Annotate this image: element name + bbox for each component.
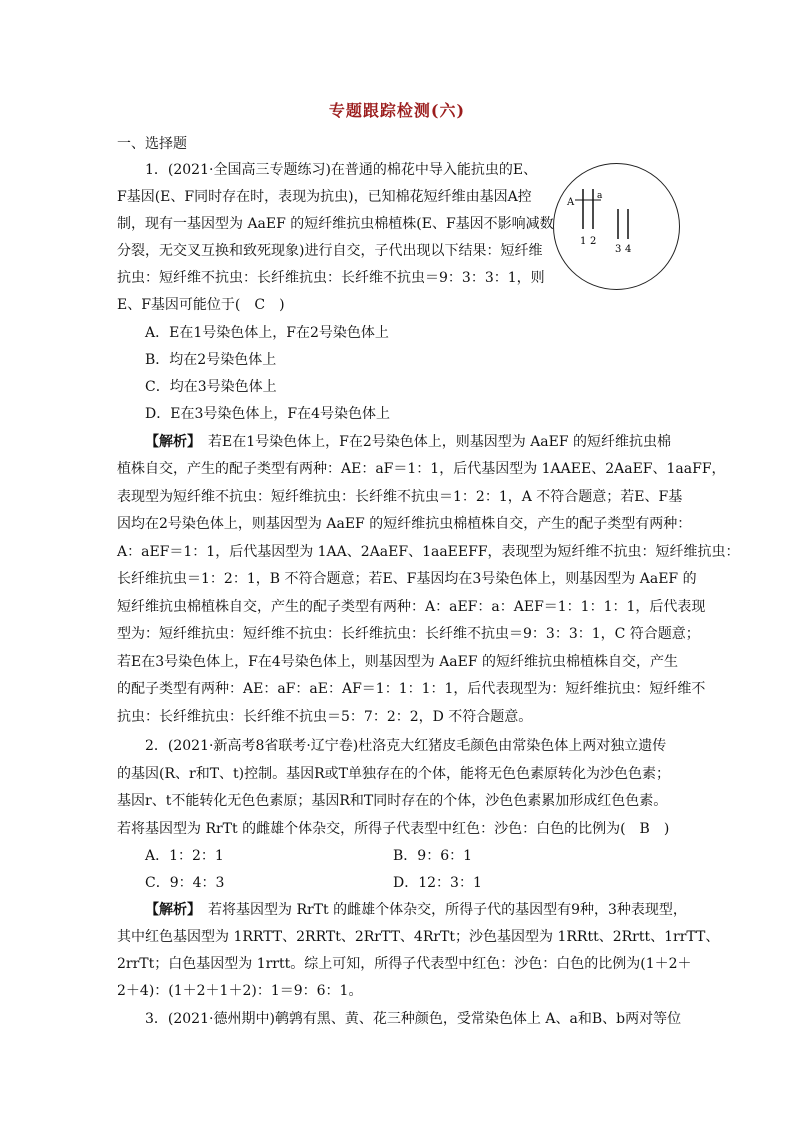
q1-line: 制，现有一基因型为 AaEF 的短纤维抗虫棉植株(E、F基因不影响减数 [117, 216, 554, 232]
q2-line: 2．(2021·新高考8省联考·辽宁卷)杜洛克大红猪皮毛颜色由常染色体上两对独立遗传 [145, 738, 667, 754]
q2-line: 的基因(R、r和T、t)控制。基因R或T单独存在的个体，能将无色色素原转化为沙色色素； [117, 766, 670, 782]
q1-line: E、F基因可能位于( C ) [117, 297, 285, 313]
allele-A-label: A [567, 197, 575, 208]
q1-analysis-line: 型为：短纤维抗虫：短纤维不抗虫：长纤维抗虫：长纤维不抗虫＝9：3：3：1，C 符合题意； [117, 626, 700, 642]
q2-analysis-line: 2＋4)：(1＋2＋1＋2)：1＝9：6：1。 [117, 983, 363, 999]
q3-line: 3．(2021·德州期中)鹌鹑有黑、黄、花三种颜色，受常染色体上 A、a和B、b两对等位 [145, 1011, 682, 1027]
q1-analysis-line: 植株自交，产生的配子类型有两种：AE：aF＝1：1，后代基因型为 1AAEE、2AaEF、1aaFF， [117, 461, 726, 477]
q2-option-b: B．9：6：1 [393, 848, 473, 864]
q1-option-a: A．E在1号染色体上，F在2号染色体上 [145, 325, 389, 341]
chromosome-number-1: 1 [580, 236, 587, 247]
q2-option-c: C．9：4：3 [145, 875, 225, 891]
chromosome-number-4: 4 [625, 244, 632, 255]
analysis-text: 若E在1号染色体上，F在2号染色体上，则基因型为 AaEF 的短纤维抗虫棉 [194, 434, 672, 450]
analysis-label: 【解析】 [145, 434, 194, 450]
q1-analysis-line: 抗虫：长纤维抗虫：长纤维不抗虫＝5：7：2：2，D 不符合题意。 [117, 709, 533, 725]
q1-option-d: D．E在3号染色体上，F在4号染色体上 [145, 406, 390, 422]
q1-analysis-line: 若E在3号染色体上，F在4号染色体上，则基因型为 AaEF 的短纤维抗虫棉植株自交，产生 [117, 654, 679, 670]
q1-option-c: C．均在3号染色体上 [145, 379, 277, 395]
analysis-text: 若将基因型为 RrTt 的雌雄个体杂交，所得子代的基因型有9种，3种表现型， [194, 902, 687, 918]
q1-analysis-line: 长纤维抗虫＝1：2：1，B 不符合题意；若E、F基因均在3号染色体上，则基因型为 AaEF 的 [117, 571, 697, 587]
q1-analysis-line: 表现型为短纤维不抗虫：短纤维抗虫：长纤维不抗虫＝1：2：1，A 不符合题意；若E、F基 [117, 489, 683, 505]
q2-option-a: A．1：2：1 [145, 848, 224, 864]
q2-option-d: D．12：3：1 [393, 875, 482, 891]
q1-line: 抗虫：短纤维不抗虫：长纤维抗虫：长纤维不抗虫＝9：3：3：1，则 [117, 270, 545, 286]
q1-analysis-line: 的配子类型有两种：AE：aF：aE：AF＝1：1：1：1，后代表现型为：短纤维抗虫：短纤维不 [117, 681, 706, 697]
q1-analysis-first-line [145, 432, 671, 452]
q1-option-b: B．均在2号染色体上 [145, 352, 277, 368]
q2-line: 基因r、t不能转化无色色素原；基因R和T同时存在的个体，沙色色素累加形成红色色素。 [117, 793, 668, 809]
section-heading: 一、选择题 [117, 136, 187, 152]
q1-line: 分裂，无交叉互换和致死现象)进行自交，子代出现以下结果：短纤维 [117, 243, 543, 259]
q2-analysis-line: 2rrTt；白色基因型为 1rrtt。综上可知，所得子代表型中红色：沙色：白色的比例为(1＋2＋ [117, 956, 692, 972]
q1-analysis-line: 因均在2号染色体上，则基因型为 AaEF 的短纤维抗虫棉植株自交，产生的配子类型有两种： [117, 516, 692, 532]
chromosome-number-3: 3 [615, 244, 622, 255]
allele-a-label: a [597, 191, 603, 201]
chromosome-figure [553, 163, 680, 290]
q2-analysis-first-line [145, 900, 687, 920]
q2-line: 若将基因型为 RrTt 的雌雄个体杂交，所得子代表型中红色：沙色：白色的比例为( B ) [117, 821, 670, 837]
q1-analysis-line: 短纤维抗虫棉植株自交，产生的配子类型有两种：A：aEF：a：AEF＝1：1：1：1，后代表现 [117, 599, 706, 615]
page-title: 专题跟踪检测(六) [328, 101, 466, 120]
chromosome-number-2: 2 [590, 236, 597, 247]
q1-analysis-line: A：aEF＝1：1，后代基因型为 1AA、2AaEF、1aaEEFF，表现型为短纤维不抗虫：短纤维抗虫： [117, 544, 740, 560]
analysis-label: 【解析】 [145, 902, 194, 918]
q1-line: F基因(E、F同时存在时，表现为抗虫)，已知棉花短纤维由基因A控 [117, 189, 532, 205]
q1-line: 1．(2021·全国高三专题练习)在普通的棉花中导入能抗虫的E、 [145, 162, 538, 178]
chromosome-diagram [554, 164, 679, 289]
q2-analysis-line: 其中红色基因型为 1RRTT、2RRTt、2RrTT、4RrTt；沙色基因型为 1RRtt、2Rrtt、1rrTT、 [117, 929, 720, 945]
